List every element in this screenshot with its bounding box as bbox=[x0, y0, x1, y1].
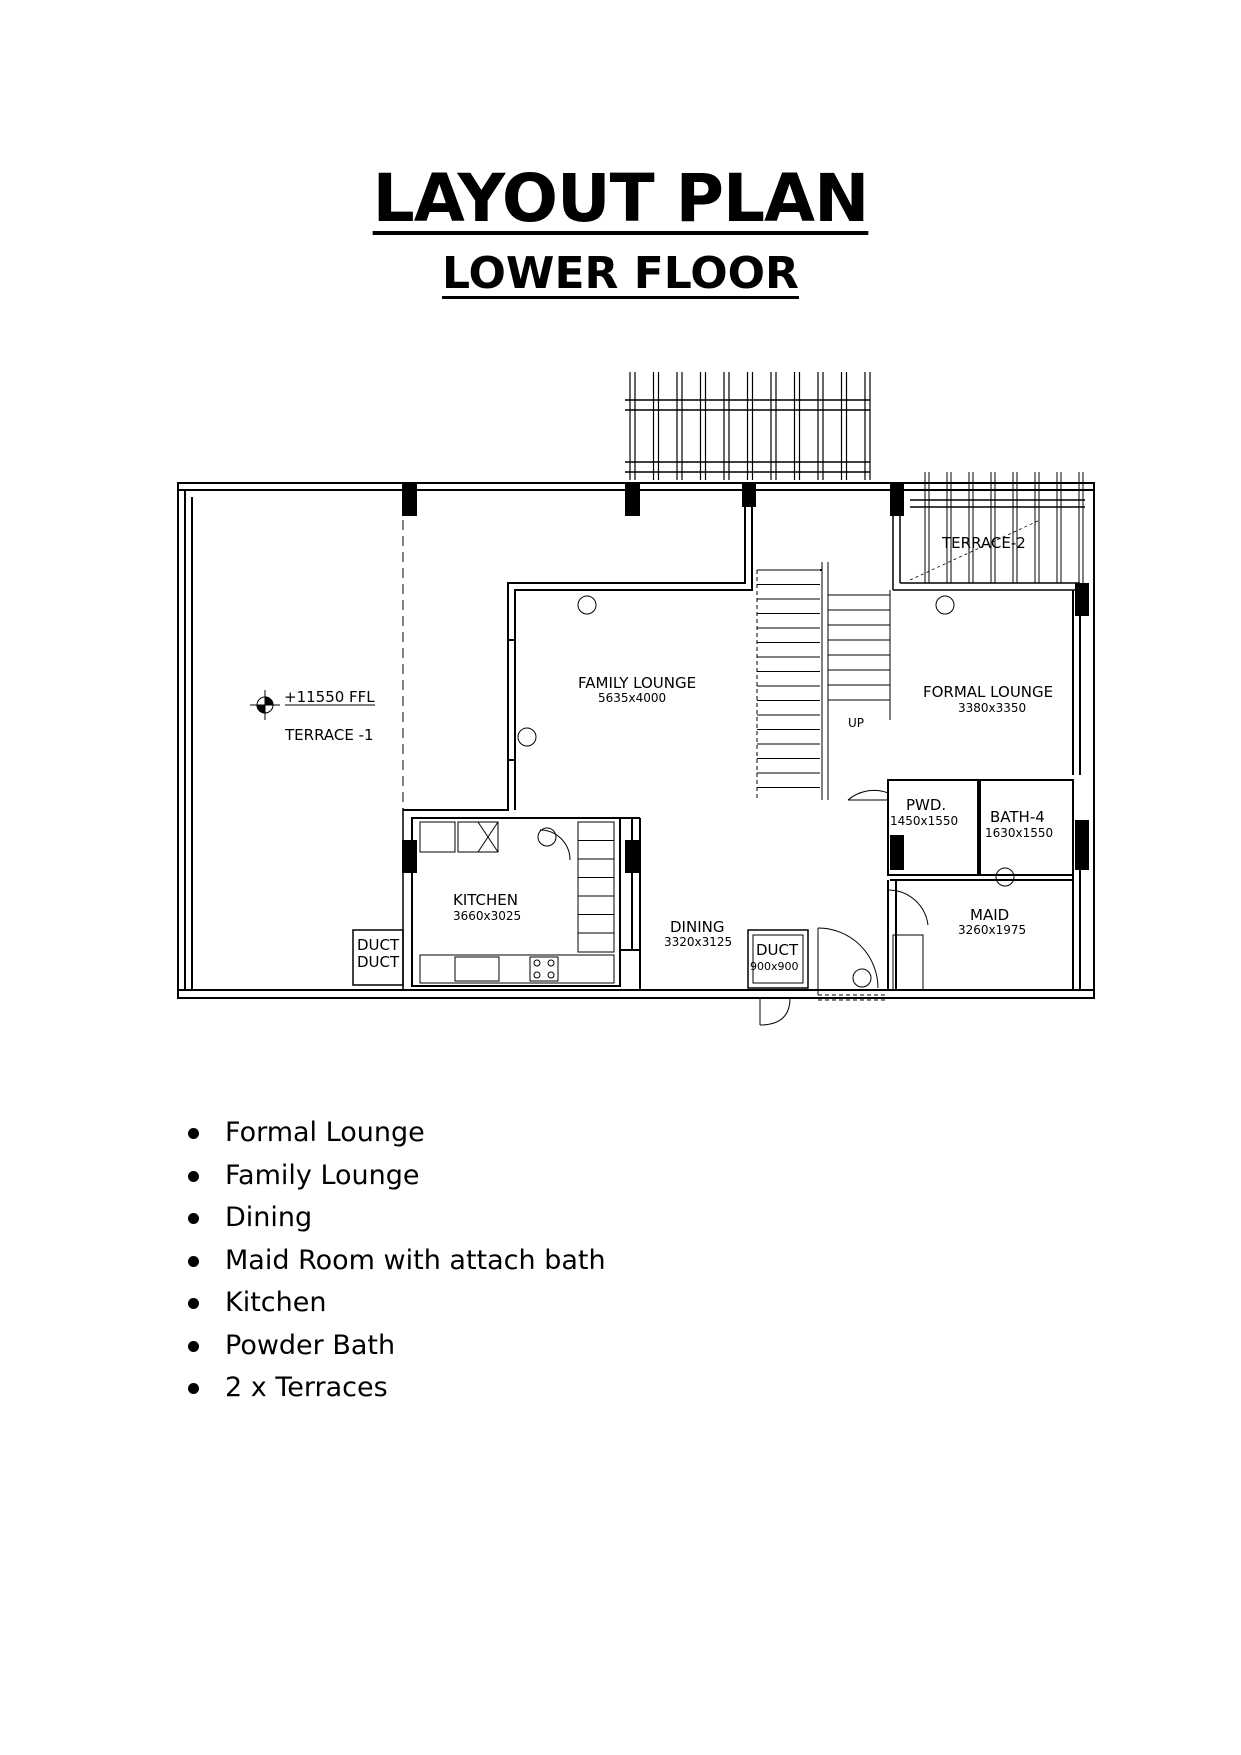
kitchen-walls bbox=[412, 818, 640, 990]
feature-item: 2 x Terraces bbox=[195, 1367, 606, 1410]
terrace-1-label: TERRACE -1 bbox=[285, 726, 374, 744]
terrace-1-level: +11550 FFL bbox=[284, 688, 375, 706]
duct-main-label: DUCT bbox=[756, 941, 799, 959]
feature-item: Family Lounge bbox=[195, 1155, 606, 1198]
pwd-dim: 1450x1550 bbox=[890, 814, 959, 828]
feature-item: Maid Room with attach bath bbox=[195, 1240, 606, 1283]
family-lounge-label: FAMILY LOUNGE bbox=[578, 674, 697, 692]
page-title: LAYOUT PLAN bbox=[372, 160, 869, 237]
duct-left-label-1: DUCT bbox=[357, 936, 400, 954]
duct-main-dim: 900x900 bbox=[750, 960, 799, 973]
family-lounge-walls bbox=[403, 490, 752, 810]
maid-dim: 3260x1975 bbox=[958, 923, 1027, 937]
bath-4-dim: 1630x1550 bbox=[985, 826, 1054, 840]
feature-item: Powder Bath bbox=[195, 1325, 606, 1368]
maid-label: MAID bbox=[970, 906, 1010, 924]
pergola-top bbox=[625, 372, 870, 480]
feature-list bbox=[195, 1112, 606, 1410]
family-lounge-dim: 5635x4000 bbox=[598, 691, 667, 705]
dining-dim: 3320x3125 bbox=[664, 935, 733, 949]
feature-item: Formal Lounge bbox=[195, 1112, 606, 1155]
kitchen-label: KITCHEN bbox=[453, 891, 518, 909]
stair bbox=[757, 562, 890, 800]
page-subtitle: LOWER FLOOR bbox=[442, 248, 799, 299]
terrace-2-label: TERRACE-2 bbox=[942, 534, 1026, 552]
dining-label: DINING bbox=[670, 918, 725, 936]
stair-up-label: UP bbox=[848, 716, 865, 730]
feature-item: Dining bbox=[195, 1197, 606, 1240]
kitchen-dim: 3660x3025 bbox=[453, 909, 522, 923]
formal-lounge-label: FORMAL LOUNGE bbox=[923, 683, 1054, 701]
formal-lounge-dim: 3380x3350 bbox=[958, 701, 1027, 715]
duct-left-label-2: DUCT bbox=[357, 953, 400, 971]
section-markers bbox=[518, 596, 1014, 987]
east-walls bbox=[1073, 590, 1080, 990]
pwd-label: PWD. bbox=[906, 796, 947, 814]
feature-item: Kitchen bbox=[195, 1282, 606, 1325]
bath-4-label: BATH-4 bbox=[990, 808, 1045, 826]
